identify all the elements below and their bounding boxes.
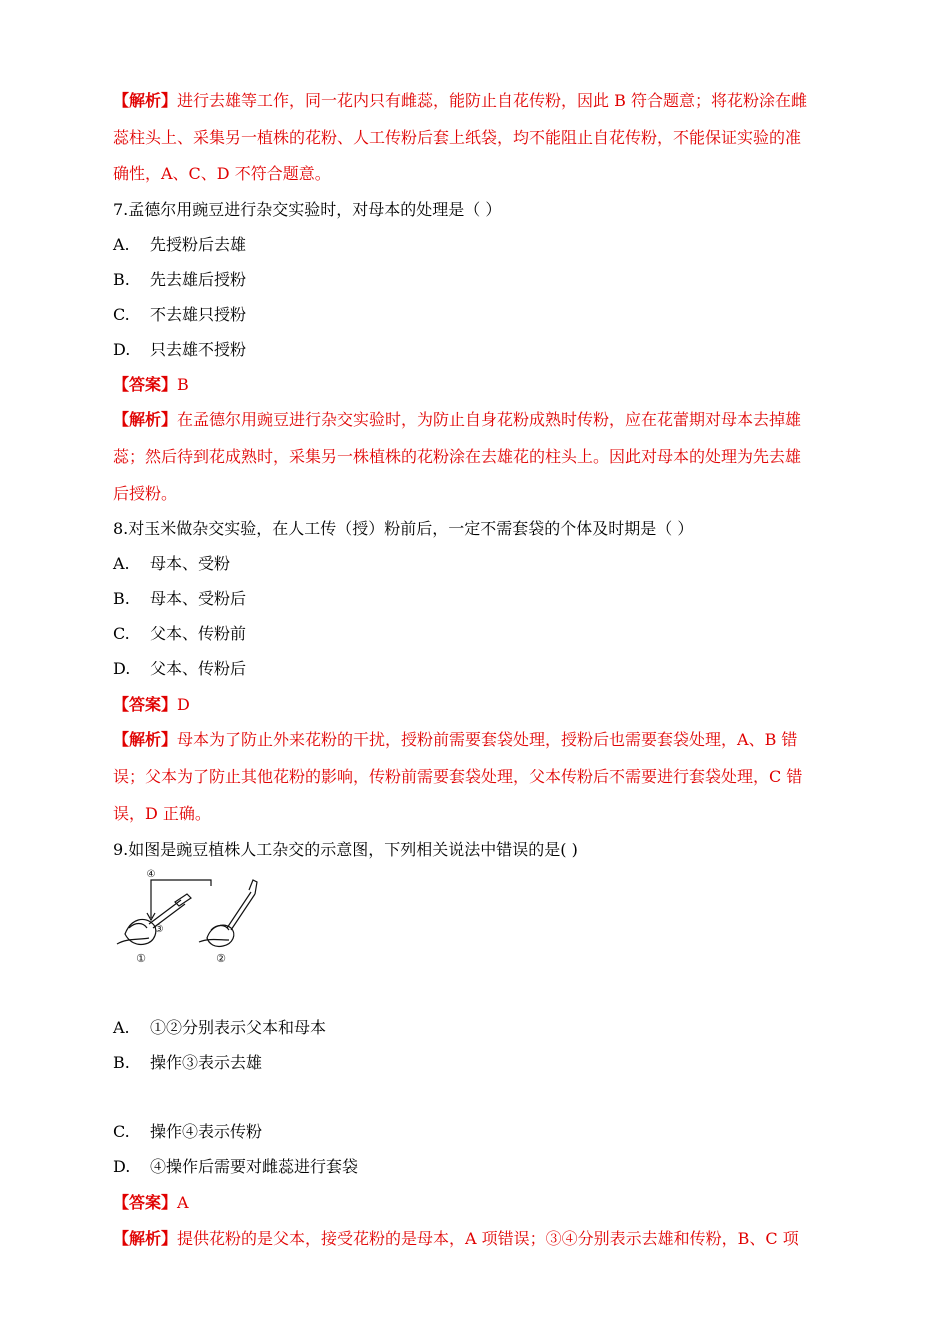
q7-option-c	[113, 304, 843, 326]
option-letter: D.	[113, 340, 131, 359]
top-analysis-line-3: 确性，A、C、D 不符合题意。	[113, 164, 331, 183]
analysis-text: 进行去雄等工作，同一花内只有雌蕊，能防止自花传粉，因此 B 符合题意；将花粉涂在雌	[177, 91, 807, 110]
figure-label-3: ③	[154, 924, 164, 935]
q8-option-c	[113, 623, 843, 645]
option-text: 先去雄后授粉	[150, 270, 247, 289]
question-8-stem: 8.对玉米做杂交实验，在人工传（授）粉前后，一定不需套袋的个体及时期是（ ）	[113, 519, 694, 538]
figure-label-4: ④	[146, 869, 156, 880]
q7-option-a	[113, 234, 843, 256]
figure-label-2: ②	[216, 952, 226, 965]
option-text: 先授粉后去雄	[150, 235, 247, 254]
option-letter: C.	[113, 305, 130, 324]
q7-answer	[113, 374, 843, 396]
option-letter: A.	[113, 554, 130, 573]
q7-analysis-line-2: 蕊；然后待到花成熟时，采集另一株植株的花粉涂在去雄花的柱头上。因此对母本的处理为先去雄	[113, 447, 802, 466]
analysis-text: 在孟德尔用豌豆进行杂交实验时，为防止自身花粉成熟时传粉，应在花蕾期对母本去掉雄	[177, 410, 802, 429]
option-text: 母本、受粉	[150, 554, 231, 573]
analysis-tag: 【解析】	[113, 1229, 178, 1248]
option-text: ①②分别表示父本和母本	[150, 1018, 327, 1037]
q7-option-b	[113, 269, 843, 291]
answer-tag: 【答案】	[113, 375, 178, 394]
q9-option-d	[113, 1156, 843, 1178]
option-letter: C.	[113, 624, 130, 643]
option-text: 操作④表示传粉	[150, 1122, 263, 1141]
q9-option-b	[113, 1052, 843, 1074]
option-text: 父本、传粉后	[150, 659, 247, 678]
option-letter: A.	[113, 235, 130, 254]
option-letter: A.	[113, 1018, 130, 1037]
q8-analysis-line-3: 误，D 正确。	[113, 804, 211, 823]
flower-right	[207, 925, 234, 946]
q8-option-a	[113, 553, 843, 575]
analysis-text: 提供花粉的是父本，接受花粉的是母本，A 项错误；③④分别表示去雄和传粉，B、C 项	[177, 1229, 799, 1248]
answer-value: A	[177, 1193, 189, 1212]
q7-analysis-line-3: 后授粉。	[113, 484, 178, 503]
analysis-tag: 【解析】	[113, 410, 178, 429]
q7-analysis-line-1	[113, 409, 843, 431]
option-text: 不去雄只授粉	[150, 305, 247, 324]
top-analysis-line-1	[113, 90, 843, 112]
option-letter: D.	[113, 659, 131, 678]
answer-tag: 【答案】	[113, 695, 178, 714]
option-letter: C.	[113, 1122, 130, 1141]
top-analysis-line-2: 蕊柱头上、采集另一植株的花粉、人工传粉后套上纸袋，均不能阻止自花传粉，不能保证实验的准	[113, 128, 802, 147]
q9-option-c	[113, 1121, 843, 1143]
pea-hybridization-figure	[113, 868, 263, 968]
option-text: 操作③表示去雄	[150, 1053, 263, 1072]
option-letter: B.	[113, 1053, 130, 1072]
q7-option-d	[113, 339, 843, 361]
answer-tag: 【答案】	[113, 1193, 178, 1212]
q9-analysis-line-1	[113, 1228, 843, 1250]
tweezers-right	[227, 892, 255, 930]
analysis-text: 母本为了防止外来花粉的干扰，授粉前需要套袋处理，授粉后也需要套袋处理，A、B 错	[177, 730, 798, 749]
option-letter: B.	[113, 589, 130, 608]
question-7-stem: 7.孟德尔用豌豆进行杂交实验时，对母本的处理是（ ）	[113, 200, 502, 219]
answer-value: D	[177, 695, 190, 714]
option-letter: B.	[113, 270, 130, 289]
option-text: 母本、受粉后	[150, 589, 247, 608]
q8-answer	[113, 694, 843, 716]
tweezers-right-tip	[249, 880, 257, 894]
analysis-tag: 【解析】	[113, 730, 178, 749]
q8-option-b	[113, 588, 843, 610]
option-letter: D.	[113, 1157, 131, 1176]
q9-answer	[113, 1192, 843, 1214]
transfer-bracket	[151, 880, 211, 888]
option-text: 只去雄不授粉	[150, 340, 247, 359]
tweezers-left-tip	[175, 894, 191, 906]
analysis-tag: 【解析】	[113, 91, 178, 110]
figure-label-1: ①	[136, 952, 146, 965]
q8-analysis-line-2: 误；父本为了防止其他花粉的影响，传粉前需要套袋处理，父本传粉后不需要进行套袋处理，C 错	[113, 767, 803, 786]
option-text: ④操作后需要对雌蕊进行套袋	[150, 1157, 359, 1176]
q9-option-a	[113, 1017, 843, 1039]
answer-value: B	[177, 375, 189, 394]
q8-option-d	[113, 658, 843, 680]
question-9-stem: 9.如图是豌豆植株人工杂交的示意图，下列相关说法中错误的是( )	[113, 840, 578, 859]
q8-analysis-line-1	[113, 729, 843, 751]
flower-right-stem	[199, 940, 229, 943]
option-text: 父本、传粉前	[150, 624, 247, 643]
